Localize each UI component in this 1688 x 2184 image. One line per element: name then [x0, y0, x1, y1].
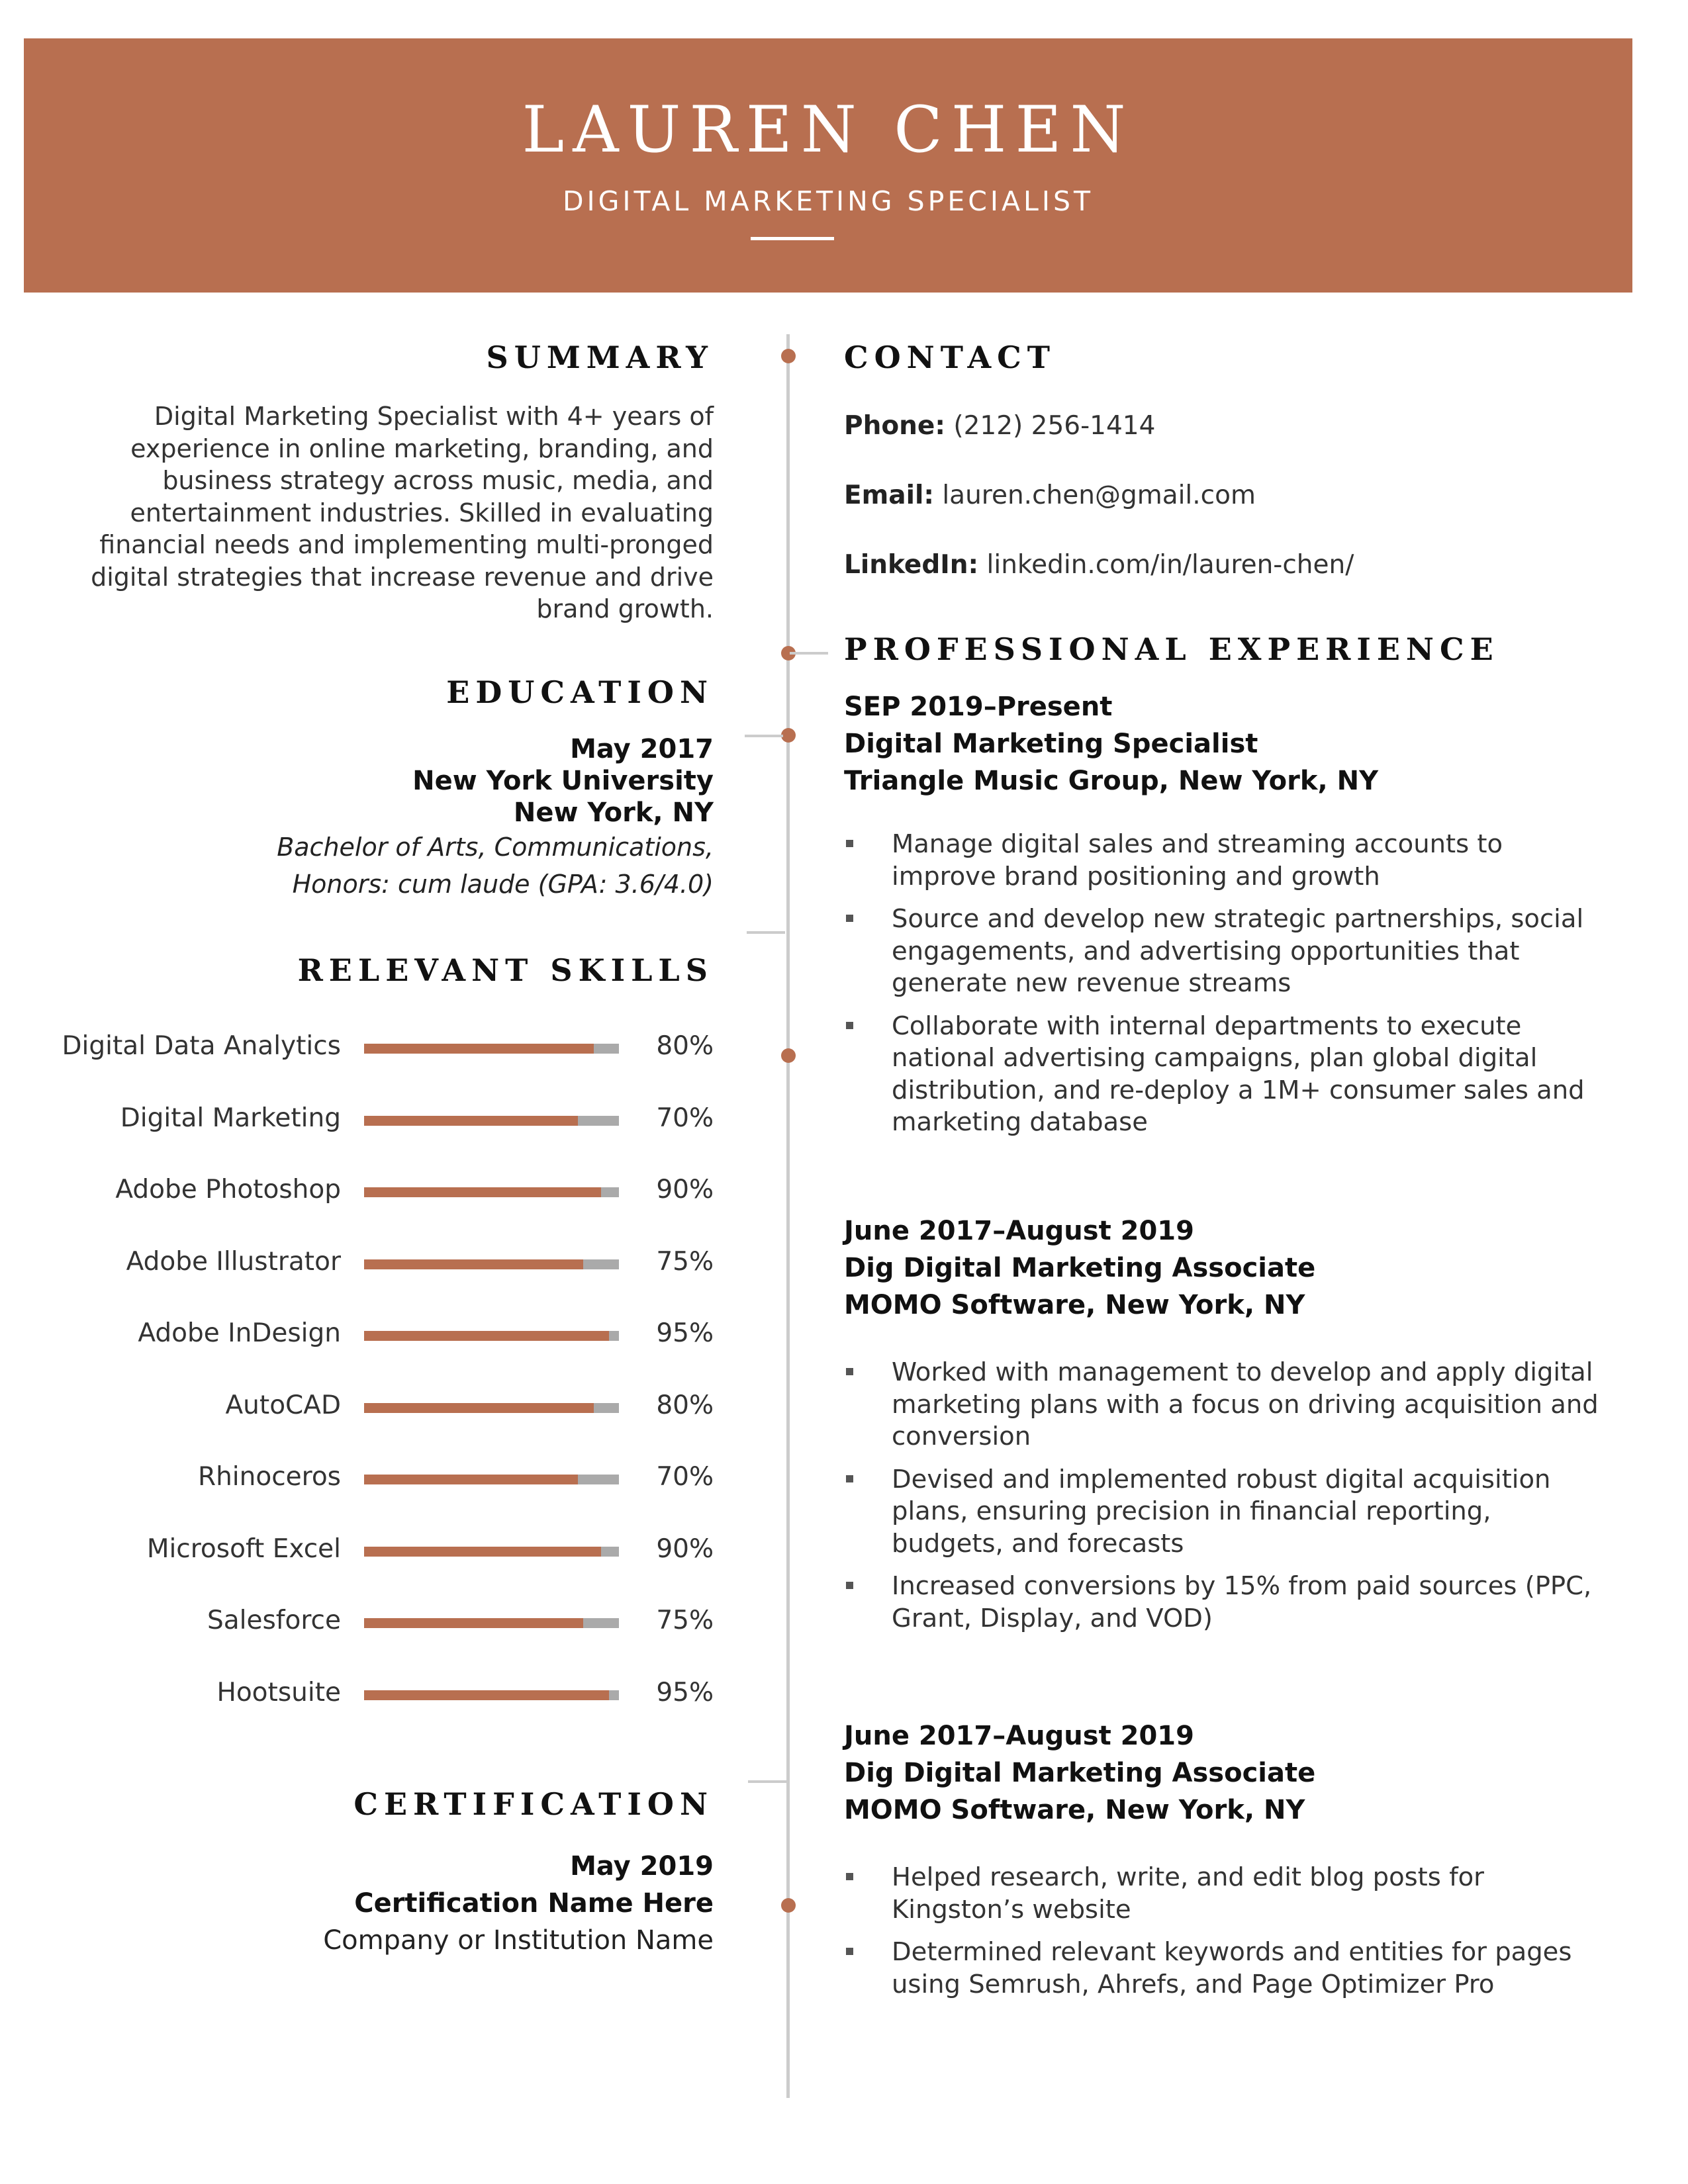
- skill-name: Adobe Photoshop: [115, 1175, 341, 1205]
- job-title: Dig Digital Marketing Associate: [844, 1253, 1316, 1283]
- skill-name: Hootsuite: [216, 1678, 341, 1707]
- skill-name: Rhinoceros: [197, 1462, 341, 1492]
- skill-percent: 95%: [656, 1678, 714, 1707]
- education-school: New York University: [412, 766, 714, 796]
- skill-bar-fill: [364, 1690, 609, 1700]
- job-entry: [844, 1212, 1605, 1645]
- skill-name: AutoCAD: [225, 1390, 341, 1420]
- skill-percent: 80%: [656, 1390, 714, 1420]
- summary-line: entertainment industries. Skilled in evaluating: [130, 498, 714, 527]
- summary-line: digital strategies that increase revenue and drive: [91, 562, 714, 592]
- skill-bar: [364, 1475, 619, 1484]
- summary-text: [65, 400, 714, 625]
- job-bullets: [844, 1862, 1605, 2001]
- education-honors: Honors: cum laude (GPA: 3.6/4.0): [292, 870, 714, 899]
- job-header: [844, 1212, 1605, 1324]
- summary-line: Digital Marketing Specialist with 4+ years of: [154, 402, 714, 431]
- job-bullet: Manage digital sales and streaming accounts to improve brand positioning and growth: [844, 829, 1605, 893]
- job-bullets: [844, 1357, 1605, 1635]
- job-entry: [844, 688, 1605, 1150]
- certification-name: Certification Name Here: [354, 1888, 714, 1919]
- skill-bar: [364, 1259, 619, 1269]
- skill-name: Adobe Illustrator: [126, 1247, 341, 1277]
- skill-bar-fill: [364, 1331, 609, 1341]
- skill-name: Microsoft Excel: [146, 1534, 341, 1564]
- phone-label: Phone:: [844, 411, 945, 441]
- title-underline: [751, 237, 834, 240]
- skill-percent: 75%: [656, 1606, 714, 1635]
- job-title: Dig Digital Marketing Associate: [844, 1758, 1316, 1788]
- certification-date: May 2019: [570, 1851, 714, 1882]
- candidate-name: LAUREN CHEN: [522, 93, 1135, 167]
- skill-bar-fill: [364, 1403, 594, 1413]
- job-dates: June 2017–August 2019: [844, 1721, 1194, 1751]
- skill-bar: [364, 1187, 619, 1197]
- education-degree: Bachelor of Arts, Communications,: [277, 833, 714, 862]
- skill-bar: [364, 1044, 619, 1054]
- skill-name: Digital Marketing: [120, 1103, 341, 1133]
- skill-percent: 70%: [656, 1462, 714, 1492]
- skill-name: Adobe InDesign: [138, 1318, 341, 1348]
- skill-percent: 75%: [656, 1247, 714, 1277]
- skill-bar: [364, 1116, 619, 1126]
- job-bullet: Worked with management to develop and apply digital marketing plans with a focus on driving acquisition and conversion: [844, 1357, 1605, 1453]
- education-entry: [118, 733, 714, 903]
- job-header: [844, 688, 1605, 799]
- summary-line: business strategy across music, media, and: [162, 466, 714, 495]
- skill-bar-fill: [364, 1618, 583, 1628]
- job-dates: June 2017–August 2019: [844, 1216, 1194, 1246]
- skill-row: [0, 1170, 1688, 1210]
- email-value[interactable]: lauren.chen@gmail.com: [942, 480, 1256, 510]
- job-bullets: [844, 829, 1605, 1139]
- linkedin-value[interactable]: linkedin.com/in/lauren-chen/: [986, 550, 1354, 580]
- skill-bar-fill: [364, 1547, 601, 1557]
- timeline-tick: [748, 1780, 786, 1783]
- skill-bar: [364, 1618, 619, 1628]
- timeline-dot: [781, 728, 796, 743]
- skills-heading: RELEVANT SKILLS: [297, 952, 714, 988]
- linkedin-label: LinkedIn:: [844, 550, 979, 580]
- experience-heading: PROFESSIONAL EXPERIENCE: [844, 631, 1499, 667]
- email-label: Email:: [844, 480, 934, 510]
- skill-bar-fill: [364, 1187, 601, 1197]
- education-date: May 2017: [570, 734, 714, 764]
- skill-bar-fill: [364, 1259, 583, 1269]
- timeline-tick: [790, 652, 828, 655]
- skill-bar: [364, 1403, 619, 1413]
- job-bullet: Helped research, write, and edit blog posts for Kingston’s website: [844, 1862, 1605, 1926]
- timeline-tick: [745, 735, 783, 737]
- summary-heading: SUMMARY: [486, 340, 714, 375]
- timeline-tick: [747, 931, 785, 934]
- timeline-dot: [781, 1898, 796, 1913]
- skill-bar-fill: [364, 1044, 594, 1054]
- skill-bar-fill: [364, 1116, 578, 1126]
- job-company: Triangle Music Group, New York, NY: [844, 766, 1379, 796]
- skill-bar: [364, 1547, 619, 1557]
- skill-percent: 90%: [656, 1175, 714, 1205]
- summary-line: experience in online marketing, branding, and: [130, 433, 714, 463]
- skill-percent: 70%: [656, 1103, 714, 1133]
- education-heading: EDUCATION: [446, 674, 714, 710]
- contact-block: [844, 409, 1572, 617]
- skill-bar: [364, 1690, 619, 1700]
- education-location: New York, NY: [513, 797, 714, 828]
- skill-percent: 90%: [656, 1534, 714, 1564]
- candidate-title: DIGITAL MARKETING SPECIALIST: [562, 185, 1094, 217]
- skill-bar: [364, 1331, 619, 1341]
- timeline-dot: [781, 349, 796, 363]
- skill-percent: 80%: [656, 1031, 714, 1061]
- certification-heading: CERTIFICATION: [353, 1786, 714, 1822]
- contact-phone: [844, 409, 1572, 443]
- job-title: Digital Marketing Specialist: [844, 729, 1258, 759]
- certification-institution: Company or Institution Name: [323, 1925, 714, 1956]
- job-entry: [844, 1717, 1605, 2011]
- job-company: MOMO Software, New York, NY: [844, 1795, 1305, 1825]
- contact-heading: CONTACT: [844, 340, 1056, 375]
- job-bullet: Source and develop new strategic partnerships, social engagements, and advertising opportunities that generate new revenue streams: [844, 903, 1605, 1000]
- summary-line: financial needs and implementing multi-pronged: [99, 530, 714, 559]
- job-bullet: Devised and implemented robust digital acquisition plans, ensuring precision in financial reporting, budgets, and forecasts: [844, 1464, 1605, 1561]
- summary-line: brand growth.: [536, 594, 714, 623]
- skill-row: [0, 1673, 1688, 1713]
- job-header: [844, 1717, 1605, 1829]
- timeline-line: [786, 334, 790, 2098]
- job-bullet: Determined relevant keywords and entities for pages using Semrush, Ahrefs, and Page Optimizer Pro: [844, 1936, 1605, 2001]
- contact-email: [844, 478, 1572, 513]
- skill-bar-fill: [364, 1475, 578, 1484]
- phone-value: (212) 256-1414: [953, 411, 1156, 441]
- job-bullet: Increased conversions by 15% from paid sources (PPC, Grant, Display, and VOD): [844, 1570, 1605, 1635]
- job-company: MOMO Software, New York, NY: [844, 1290, 1305, 1320]
- skill-percent: 95%: [656, 1318, 714, 1348]
- job-bullet: Collaborate with internal departments to execute national advertising campaigns, plan global digital distribution, and re-deploy a 1M+ consumer sales and marketing database: [844, 1011, 1605, 1139]
- certification-entry: [118, 1848, 714, 1959]
- contact-linkedin: [844, 548, 1572, 582]
- skill-name: Salesforce: [207, 1606, 341, 1635]
- header-banner: [24, 38, 1632, 293]
- skill-name: Digital Data Analytics: [62, 1031, 341, 1061]
- job-dates: SEP 2019–Present: [844, 692, 1113, 722]
